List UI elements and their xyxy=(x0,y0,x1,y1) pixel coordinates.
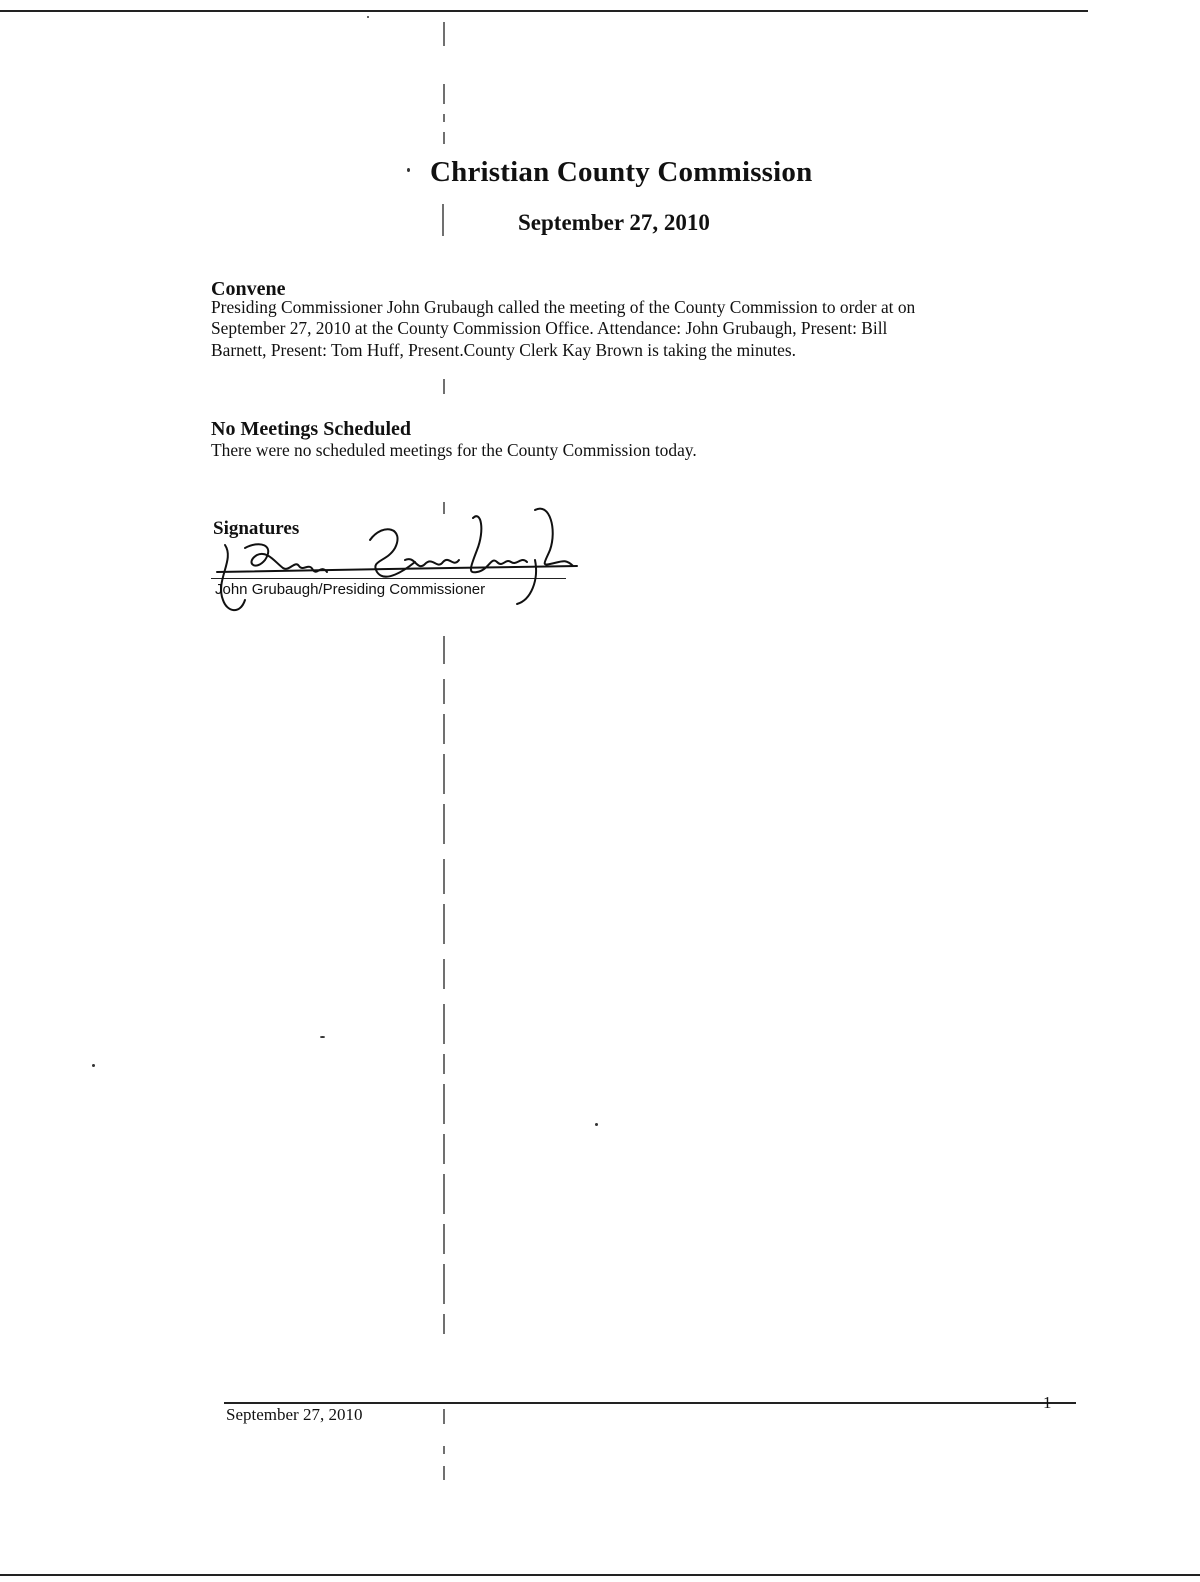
footer-rule xyxy=(224,1402,1076,1404)
scan-fold-mark xyxy=(438,14,450,1484)
scan-speck xyxy=(320,1036,325,1038)
scan-speck xyxy=(92,1064,95,1067)
handwritten-signature xyxy=(205,500,585,625)
page-number: 1 xyxy=(1043,1393,1052,1412)
document-title: Christian County Commission xyxy=(430,156,813,188)
no-meetings-text: There were no scheduled meetings for the County Commission today. xyxy=(211,440,697,460)
meeting-date-heading: September 27, 2010 xyxy=(518,210,710,235)
scan-speck xyxy=(367,16,369,18)
no-meetings-heading: No Meetings Scheduled xyxy=(211,418,411,440)
footer-date: September 27, 2010 xyxy=(226,1405,363,1424)
top-scan-rule xyxy=(0,10,1088,12)
convene-paragraph-line: Barnett, Present: Tom Huff, Present.County Clerk Kay Brown is taking the minutes. xyxy=(211,340,797,360)
signatures-heading: Signatures xyxy=(213,518,300,539)
scan-speck xyxy=(407,168,410,172)
bottom-scan-rule xyxy=(0,1574,1200,1576)
convene-heading: Convene xyxy=(211,278,286,300)
scan-speck xyxy=(595,1123,598,1126)
convene-paragraph-line: September 27, 2010 at the County Commission Office. Attendance: John Grubaugh, Present: Bill xyxy=(211,318,888,338)
signer-caption: John Grubaugh/Presiding Commissioner xyxy=(215,581,486,598)
convene-paragraph-line: Presiding Commissioner John Grubaugh called the meeting of the County Commission to order at on xyxy=(211,297,916,317)
